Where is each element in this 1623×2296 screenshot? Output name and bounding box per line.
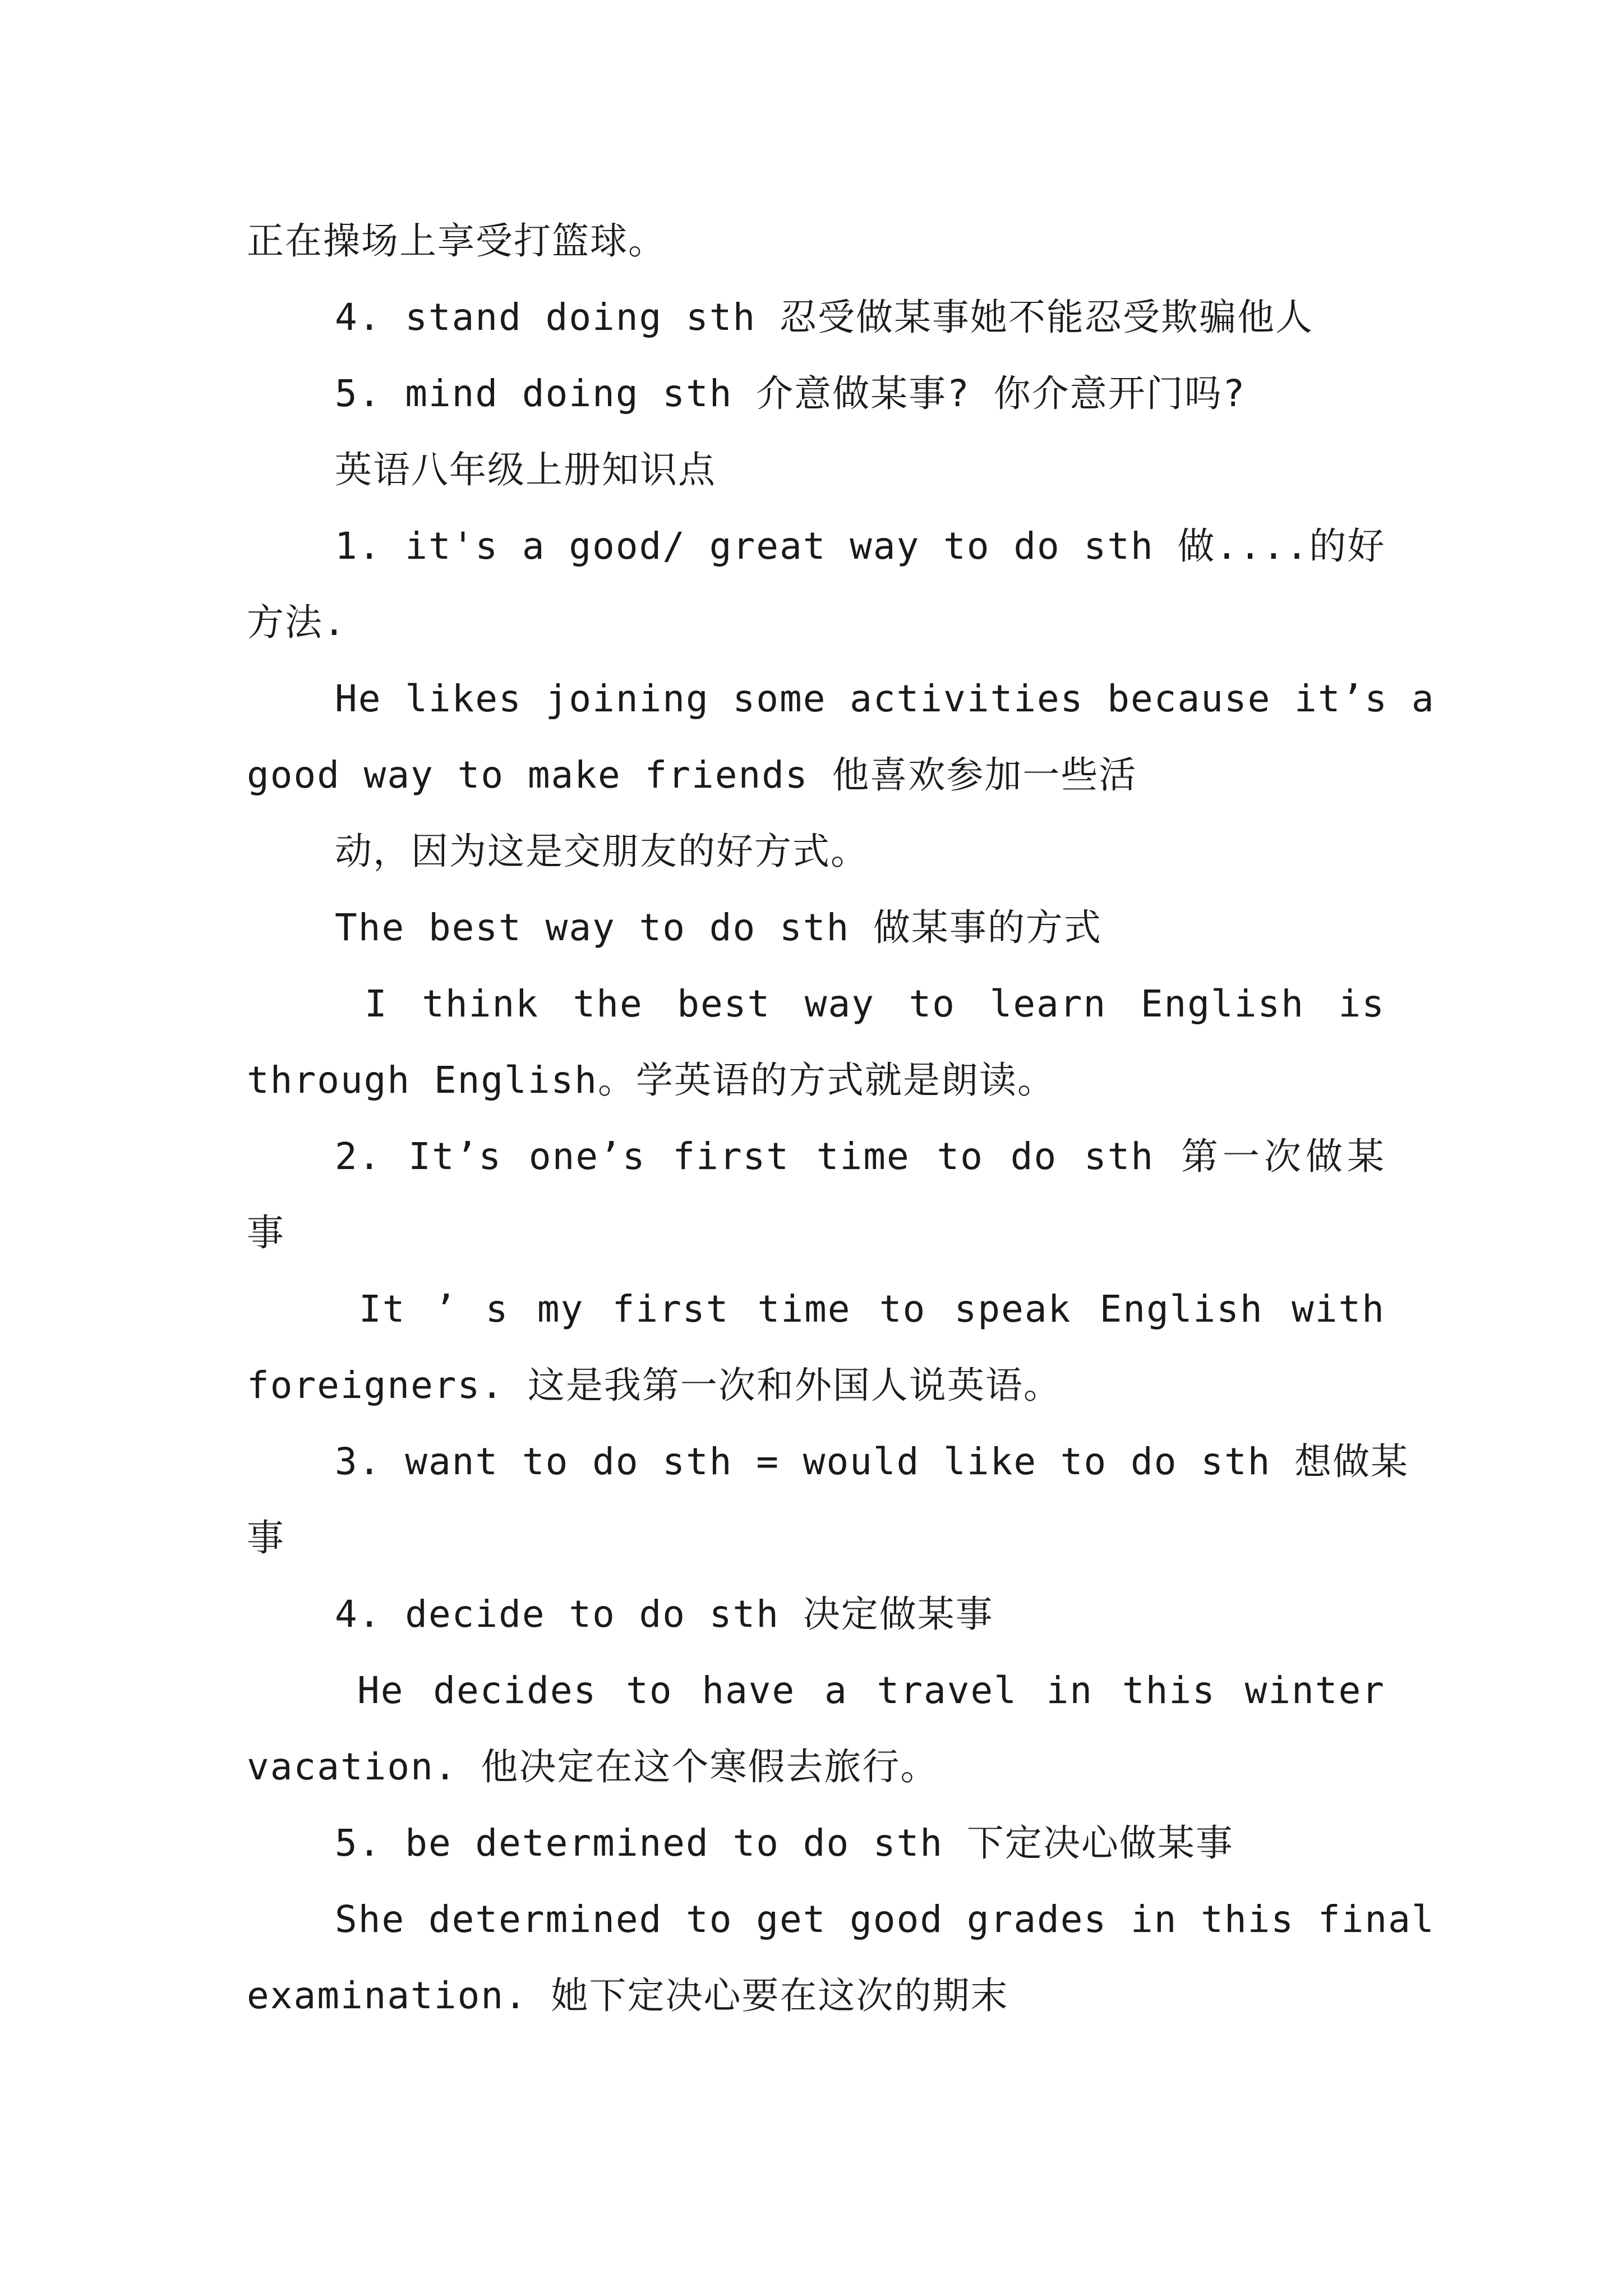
text-line: 方法. [247, 601, 347, 644]
text-line: 事 [247, 1211, 285, 1254]
text-line: examination. 她下定决心要在这次的期末 [247, 1974, 1009, 2017]
text-line: vacation. 他决定在这个寒假去旅行。 [247, 1745, 939, 1788]
text-line: I think the best way to learn English is [365, 982, 1385, 1025]
text-line: 正在操场上享受打篮球。 [247, 219, 666, 263]
text-line: 2. It’s one’s first time to do sth 第一次做某 [335, 1135, 1385, 1178]
text-line: foreigners. 这是我第一次和外国人说英语。 [247, 1364, 1062, 1407]
text-line: She determined to get good grades in this final [335, 1898, 1435, 1941]
text-line: through English。学英语的方式就是朗读。 [247, 1059, 1056, 1102]
section-heading: 英语八年级上册知识点 [335, 448, 716, 491]
text-line: good way to make friends 他喜欢参加一些活 [247, 753, 1137, 797]
text-line: 4. decide to do sth 决定做某事 [335, 1593, 994, 1636]
text-line: 事 [247, 1516, 285, 1559]
text-line: It ’ s my first time to speak English with [359, 1287, 1385, 1331]
text-line: 4. stand doing sth 忍受做某事她不能忍受欺骗他人 [335, 296, 1313, 339]
text-line: 3. want to do sth = would like to do sth 想做某 [335, 1440, 1409, 1483]
text-line: 5. be determined to do sth 下定决心做某事 [335, 1821, 1234, 1865]
text-line: He likes joining some activities because it’s a [335, 677, 1435, 720]
text-line: 1. it's a good/ great way to do sth 做....的好 [335, 524, 1386, 568]
text-line: 动，因为这是交朋友的好方式。 [335, 830, 869, 873]
text-line: The best way to do sth 做某事的方式 [335, 906, 1102, 949]
text-line: He decides to have a travel in this winter [357, 1669, 1385, 1712]
text-line: 5. mind doing sth 介意做某事? 你介意开门吗? [335, 372, 1246, 415]
